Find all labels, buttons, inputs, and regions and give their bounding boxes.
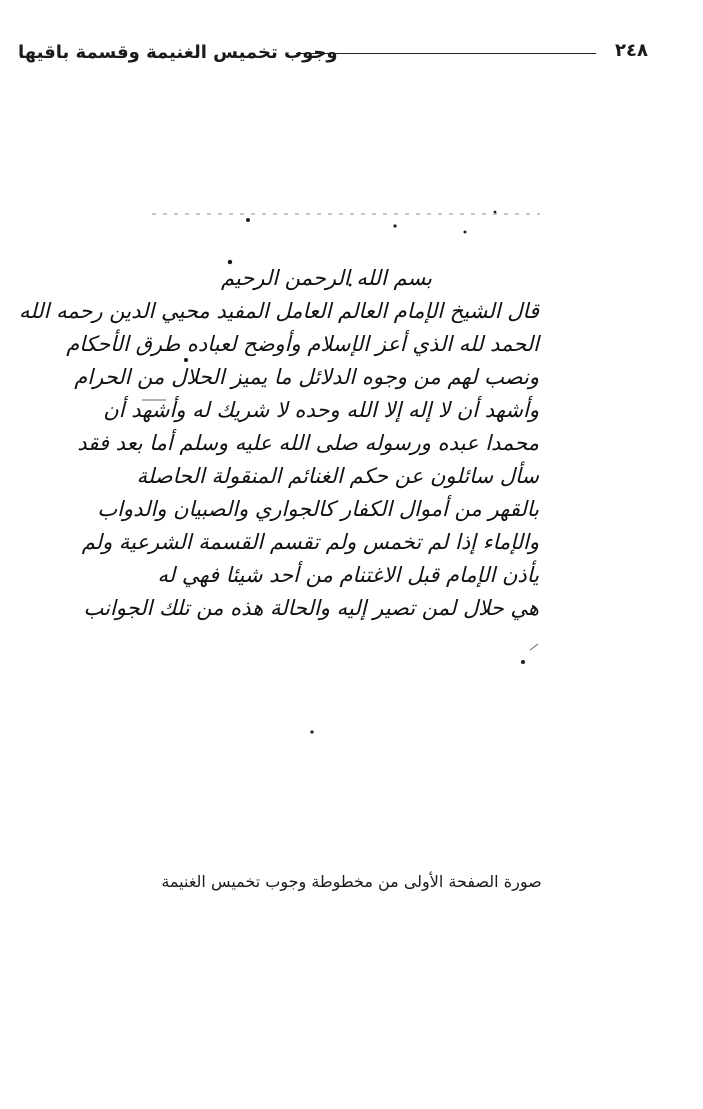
manuscript-line: بسم الله الرحمن الرحيم xyxy=(220,266,433,290)
manuscript-line: الحمد لله الذي أعز الإسلام وأوضح لعباده طرق الأحكام xyxy=(66,332,539,356)
manuscript-line: والإماء إذا لم تخمس ولم تقسم القسمة الشرعية ولم xyxy=(81,530,539,554)
manuscript-line: محمدا عبده ورسوله صلى الله عليه وسلم أما بعد فقد xyxy=(77,431,539,455)
manuscript-line: يأذن الإمام قبل الاغتنام من أحد شيئا فهي له xyxy=(157,563,539,587)
header-rule xyxy=(296,53,596,54)
manuscript-line: قال الشيخ الإمام العالم العامل المفيد محيي الدين رحمه الله xyxy=(18,299,539,323)
figure-caption: صورة الصفحة الأولى من مخطوطة وجوب تخميس الغنيمة xyxy=(161,872,542,891)
manuscript-text xyxy=(18,262,539,625)
page-header xyxy=(18,36,648,72)
manuscript-line: سأل سائلون عن حكم الغنائم المنقولة الحاصلة xyxy=(136,464,539,488)
page-number: ٢٤٨ xyxy=(615,40,648,61)
manuscript-line: بالقهر من أموال الكفار كالجواري والصبيان والدواب xyxy=(97,497,539,521)
manuscript-image xyxy=(18,200,560,760)
manuscript-line: هي حلال لمن تصير إليه والحالة هذه من تلك الجوانب xyxy=(83,596,539,620)
manuscript-line: ونصب لهم من وجوه الدلائل ما يميز الحلال من الحرام xyxy=(74,365,539,389)
manuscript-line: وأشهد أن لا إله إلا الله وحده لا شريك له وأشهد أن xyxy=(103,398,539,422)
running-title: وجوب تخميس الغنيمة وقسمة باقيها xyxy=(18,42,338,63)
